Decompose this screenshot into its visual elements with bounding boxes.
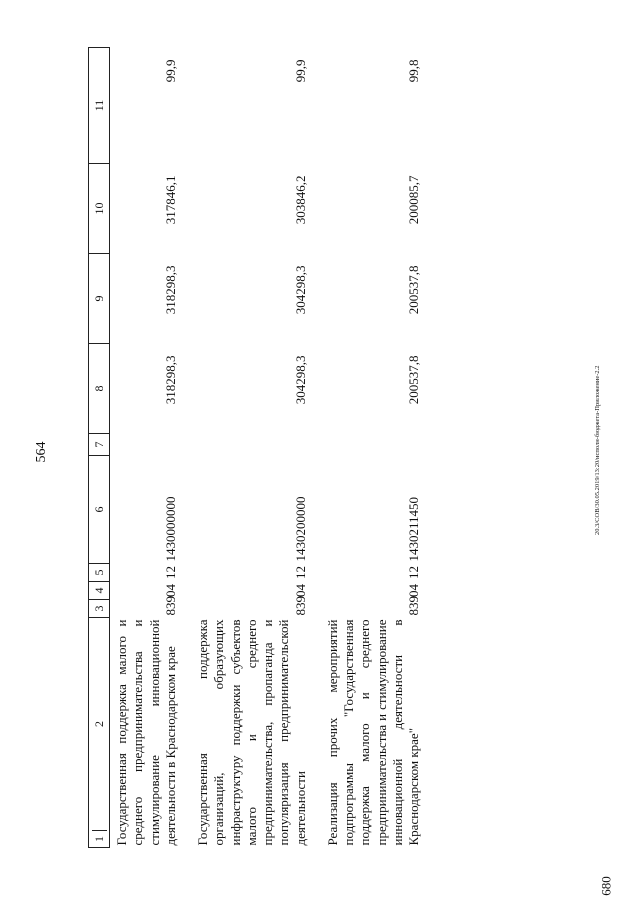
header-col-1-2	[89, 618, 110, 848]
row-col-10: 303846,2	[292, 175, 308, 225]
row-col-4: 04	[406, 584, 421, 597]
row-col-11: 99,9	[162, 59, 178, 83]
header-col-9: 9	[89, 254, 110, 344]
header-col-10: 10	[89, 164, 110, 254]
table-row	[110, 48, 192, 848]
row-col-11: 99,9	[292, 59, 308, 83]
header-col-1: 1	[92, 830, 107, 847]
header-col-11: 11	[89, 48, 110, 164]
header-col-2: 2	[91, 721, 106, 727]
row-name: Государственная поддержка организаций, образующих инфраструктуру поддержки субъектов малого и среднего предпринимательства, пропаганда и популяризация предпринимательской деятельности	[195, 619, 308, 846]
budget-table	[88, 47, 434, 848]
row-col-8: 304298,3	[292, 355, 308, 405]
row-col-9: 304298,3	[292, 265, 308, 315]
row-col-6: 1430200000	[292, 496, 308, 562]
page-number: 564	[34, 441, 49, 463]
row-col-7	[321, 434, 435, 456]
row-col-5: 12	[292, 566, 308, 579]
table-header-row	[89, 48, 110, 848]
row-col-9: 200537,8	[406, 265, 421, 315]
row-col-10: 317846,1	[162, 175, 178, 225]
row-col-3: 839	[162, 596, 178, 616]
header-col-5: 5	[89, 564, 110, 582]
row-col-7	[110, 434, 192, 456]
row-col-3: 839	[292, 596, 308, 616]
row-name: Государственная поддержка малого и среднего предпринимательства и стимулирование инновационной деятельности в Краснодарском крае	[114, 619, 178, 846]
row-name: Реализация прочих мероприятий подпрограммы "Государственная поддержка малого и среднего предпринимательства и стимулирование инновационной деятельности в Краснодарском крае"	[324, 619, 421, 846]
row-col-5: 12	[406, 566, 421, 579]
header-col-4: 4	[89, 582, 110, 600]
header-col-3: 3	[89, 600, 110, 618]
row-col-10: 200085,7	[406, 175, 421, 225]
row-col-7	[191, 434, 321, 456]
row-col-5: 12	[162, 566, 178, 579]
row-col-3: 839	[406, 596, 421, 616]
row-col-11: 99,8	[406, 59, 421, 83]
file-path-footer: 20.3/СОВ/30.05.2019/13:20/исполн-бюджета-Приложение-2.2	[593, 365, 601, 535]
table-row	[191, 48, 321, 848]
header-col-6: 6	[89, 456, 110, 564]
row-col-4: 04	[292, 584, 308, 597]
row-col-4: 04	[162, 584, 178, 597]
table-row	[321, 48, 435, 848]
row-col-9: 318298,3	[162, 265, 178, 315]
header-col-8: 8	[89, 344, 110, 434]
corner-page-number: 680	[598, 876, 614, 896]
row-col-8: 200537,8	[406, 355, 421, 405]
row-col-8: 318298,3	[162, 355, 178, 405]
row-col-6: 1430211450	[406, 496, 421, 562]
header-col-7: 7	[89, 434, 110, 456]
landscape-table-container	[88, 48, 623, 848]
row-col-6: 1430000000	[162, 496, 178, 562]
